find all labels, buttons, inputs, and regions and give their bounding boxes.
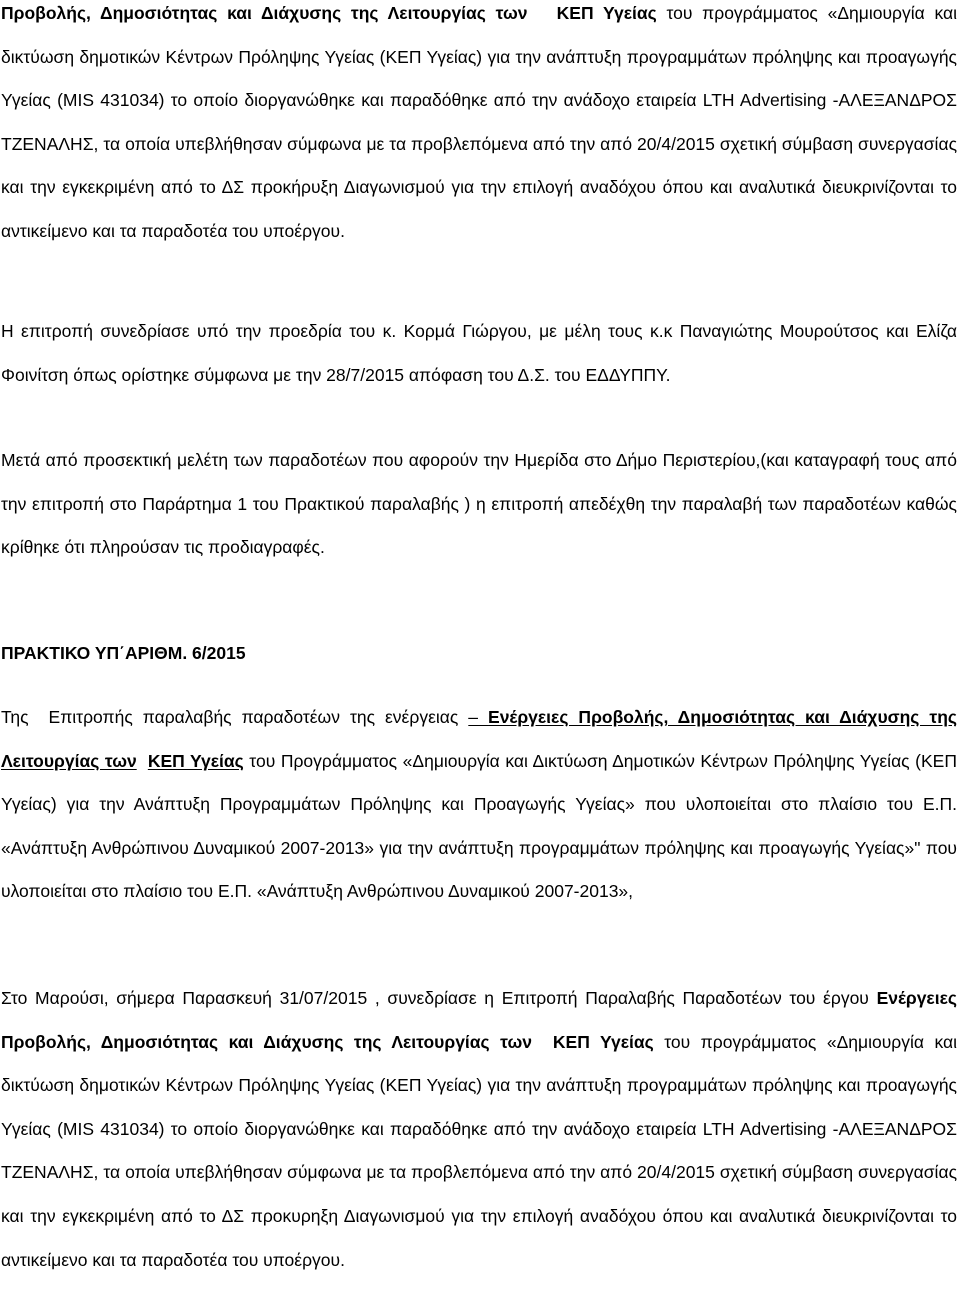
bold-phrase: Προβολής, Δημοσιότητας και Διάχυσης της Λειτουργίας των	[1, 3, 528, 23]
paragraph-text: του προγράμματος «Δημιουργία και δικτύωση δημοτικών Κέντρων Πρόληψης Υγείας (ΚΕΠ Υγείας) για την ανάπτυξη προγραμμάτων πρόληψης και προαγωγής Υγείας (MIS 431034) το οποίο διοργανώθηκε και παραδόθηκε από την ανάδοχο εταιρεία LTH Advertising -ΑΛΕΞΑΝΔΡΟΣ ΤΖΕΝΑΛΗΣ, τα οποία υπεβλήθησαν σύμφωνα με τα προβλεπόμενα από την από 20/4/2015 σχετική σύμβαση συνεργασίας και την εγκεκριμένη από το ΔΣ προκυρηξη Διαγωνισμού για την επιλογή αναδόχου όπου και αναλυτικά διευκρινίζονται το αντικείμενο και τα παραδοτέα του υποέργου.	[1, 1031, 957, 1270]
paragraph-1	[0, 0, 960, 254]
paragraph-2: Η επιτροπή συνεδρίασε υπό την προεδρία του κ. Κορμά Γιώργου, με μέλη τους κ.κ Παναγιώτης Μουρούτσος και Ελίζα Φοινίτση όπως ορίστηκε σύμφωνα με την 28/7/2015 απόφαση του Δ.Σ. του ΕΔΔΥΠΠΥ.	[1, 321, 957, 385]
paragraph-text: του Προγράμματος «	[243, 750, 413, 771]
spacer	[137, 751, 148, 771]
paragraph-4	[0, 696, 960, 914]
bold-phrase: ΚΕΠ Υγείας	[556, 3, 657, 23]
bold-phrase: ΚΕΠ Υγείας	[552, 1031, 654, 1052]
underlined-dash: –	[468, 707, 489, 727]
spacer	[532, 1032, 553, 1052]
paragraph-text: » που υλοποιείται στο πλαίσιο του Ε.Π. «Ανάπτυξη Ανθρώπινου Δυναμικού 2007-2013» για την ανάπτυξη προγραμμάτων πρόληψης και προαγωγής Υγείας»" που υλοποιείται στο πλαίσιο του Ε.Π. «Ανάπτυξη Ανθρώπινου Δυναμικού 2007-2013»,	[1, 794, 957, 902]
paragraph-text: Της Επιτροπής παραλαβής παραδοτέων της ενέργειας	[1, 707, 469, 727]
minutes-title	[0, 632, 249, 675]
minutes-title-text: ΠΡΑΚΤΙΚΟ ΥΠ΄ΑΡΙΘΜ. 6/2015	[1, 643, 246, 663]
paragraph-3: Μετά από προσεκτική μελέτη των παραδοτέων που αφορούν την Ημερίδα στο Δήμο Περιστερίου,(και καταγραφή τους από την επιτροπή στο Παράρτημα 1 του Πρακτικού παραλαβής ) η επιτροπή απεδέχθη την παραλαβή των παραδοτέων καθώς κρίθηκε ότι πληρούσαν τις προδιαγραφές.	[1, 450, 957, 558]
bold-underlined-text: ΚΕΠ Υγείας	[147, 750, 244, 771]
bold-phrase: Ενέργειες Προβολής, Δημοσιότητας και Διάχυσης της Λειτουργίας των	[1, 988, 957, 1052]
paragraph-text: του προγράμματος «Δημιουργία και δικτύωση δημοτικών Κέντρων Πρόληψης Υγείας (ΚΕΠ Υγείας) για την ανάπτυξη προγραμμάτων πρόληψης και προαγωγής Υγείας (MIS 431034) το οποίο διοργανώθηκε και παραδόθηκε από την ανάδοχο εταιρεία LTH Advertising -ΑΛΕΞΑΝΔΡΟΣ ΤΖΕΝΑΛΗΣ, τα οποία υπεβλήθησαν σύμφωνα με τα προβλεπόμενα από την από 20/4/2015 σχετική σύμβαση συνεργασίας και την εγκεκριμένη από το ΔΣ προκήρυξη Διαγωνισμού για την επιλογή αναδόχου όπου και αναλυτικά διευκρινίζονται το αντικείμενο και τα παραδοτέα του υποέργου.	[1, 3, 958, 241]
bold-underlined-phrase	[148, 751, 244, 771]
paragraph-text: Δημιουργία και Δικτύωση Δημοτικών Κέντρων Πρόληψης Υγείας (ΚΕΠ Υγείας) για την Ανάπτυξη Προγραμμάτων Πρόληψης και Προαγωγής Υγείας	[1, 750, 957, 815]
bold-underlined-text: Ενέργειες Προβολής, Δημοσιότητας και Διάχυσης της Λειτουργίας των	[1, 707, 957, 771]
paragraph-5	[0, 977, 960, 1282]
spacer	[527, 3, 556, 23]
paragraph-text: Στο Μαρούσι, σήμερα Παρασκευή 31/07/2015 , συνεδρίασε η Επιτροπή Παραλαβής Παραδοτέων του έργου	[1, 988, 877, 1008]
